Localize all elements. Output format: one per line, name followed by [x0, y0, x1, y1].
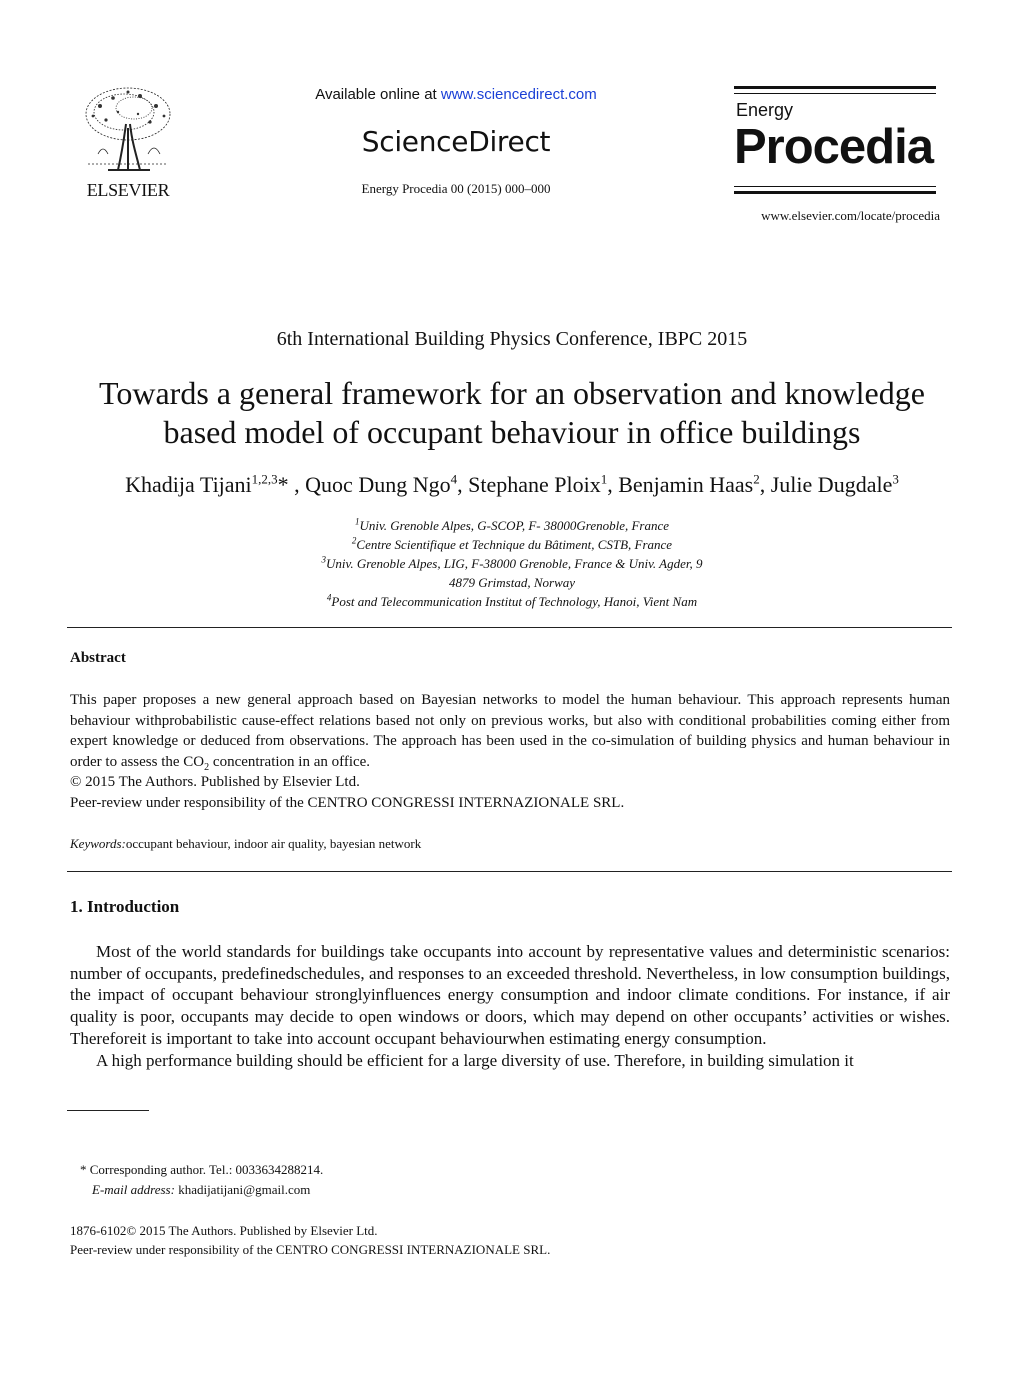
corresponding-author: * Corresponding author. Tel.: 0033634288214.: [80, 1162, 324, 1177]
email-label: E-mail address:: [92, 1182, 175, 1197]
author-sep: ,: [607, 472, 613, 497]
affiliation: [150, 592, 874, 611]
affiliations: [150, 516, 874, 611]
abstract-text: This paper proposes a new general approach based on Bayesian networks to model the human behaviour. This approach represents human behaviour withprobabilistic cause-effect relations based not only on previous works, but also with conditional probabilities coming either from expert knowledge or deduced from observations. The approach has been used in the co-simulation of building physics and human behaviour in order to assess the $CO_2$ concentration in an office.: [70, 692, 950, 773]
author-name: Stephane Ploix: [468, 472, 601, 497]
elsevier-logo: [78, 84, 178, 202]
brand-rule-top: [734, 86, 936, 89]
affiliation-num: 1: [354, 516, 360, 527]
section-heading: 1. Introduction: [70, 897, 180, 916]
footer-peer-review: Peer-review under responsibility of the CENTRO CONGRESSI INTERNAZIONALE SRL.: [70, 1242, 551, 1257]
author-name: Benjamin Haas: [618, 472, 754, 497]
affiliation: [150, 573, 874, 592]
publisher-name: ELSEVIER: [86, 180, 170, 200]
abstract-copyright: © 2015 The Authors. Published by Elsevier Ltd.: [70, 774, 360, 790]
affiliation-text: Univ. Grenoble Alpes, G-SCOP, F- 38000Grenoble, France: [359, 518, 670, 533]
keywords-text: occupant behaviour, indoor air quality, bayesian network: [125, 836, 422, 851]
introduction-body: [70, 941, 950, 1071]
affiliation: [150, 554, 874, 573]
brand-rule-bottom: [734, 191, 936, 194]
keywords-label: Keywords:: [70, 836, 126, 851]
author-sep: ,: [759, 472, 766, 497]
journal-brand: [734, 86, 936, 198]
author-sup: 1: [600, 471, 608, 487]
author-list: [40, 472, 984, 498]
author-sup: 1,2,3: [251, 471, 278, 487]
affiliation: [150, 535, 874, 554]
email-address[interactable]: khadijatijani@gmail.com: [174, 1182, 311, 1197]
subscript: 2: [204, 761, 210, 773]
issn-line: 1876-6102© 2015 The Authors. Published by Elsevier Ltd.: [70, 1223, 378, 1238]
author-sup: 4: [450, 471, 458, 487]
abstract-peer-review: Peer-review under responsibility of the CENTRO CONGRESSI INTERNAZIONALE SRL.: [70, 794, 625, 811]
abstract-heading: Abstract: [70, 650, 126, 666]
author-sep: ,: [457, 472, 463, 497]
affiliation-text: Univ. Grenoble Alpes, LIG, F-38000 Grenoble, France & Univ. Agder, 9: [326, 556, 703, 571]
availability-prefix: Available online at: [315, 86, 441, 103]
affiliation-num: 3: [321, 554, 327, 565]
divider: [67, 871, 952, 872]
author-sup: 2: [753, 471, 760, 487]
affiliation: [150, 516, 874, 535]
platform-name: ScienceDirect: [361, 125, 551, 158]
availability-line: [250, 86, 662, 103]
conference-name: 6th International Building Physics Conference, IBPC 2015: [276, 328, 748, 350]
brand-rule-bottom-thin: [734, 186, 936, 187]
affiliation-text: Centre Scientifique et Technique du Bâtiment, CSTB, France: [356, 537, 673, 552]
keywords: [70, 836, 950, 852]
email-line: [80, 1180, 323, 1200]
elsevier-tree-icon: [78, 84, 178, 176]
affiliation-text: 4879 Grimstad, Norway: [448, 575, 576, 590]
divider: [67, 627, 952, 628]
affiliation-num: 2: [351, 535, 357, 546]
journal-issue: Energy Procedia 00 (2015) 000–000: [361, 181, 551, 196]
paragraph: Most of the world standards for buildings take occupants into account by representative values and deterministic scenarios: number of occupants, predefinedschedules, and responses to an exceeded threshold. Nevertheless, in low consumption buildings, the impact of occupant behaviour stronglyinfluences energy consumption and indoor climate conditions. For instance, if air quality is poor, occupants may decide to open windows or doors, which may depend on other occupants’ activities or wishes. Thereforeit is important to take into account occupant behaviourwhen estimating energy consumption.: [70, 942, 950, 1048]
affiliation-num: 4: [326, 592, 332, 603]
abstract-body: [70, 690, 950, 813]
author-name: Quoc Dung Ngo: [305, 472, 451, 497]
paragraph: A high performance building should be efficient for a large diversity of use. Therefore, in building simulation it: [96, 1050, 854, 1070]
brand-energy: Energy: [736, 100, 794, 120]
brand-procedia: Procedia: [734, 120, 933, 174]
author-name: Julie Dugdale: [770, 472, 893, 497]
author-sep: * ,: [277, 472, 300, 497]
brand-rule-top-thin: [734, 93, 936, 94]
paper-title: Towards a general framework for an observation and knowledge based model of occupant behaviour in office buildings: [99, 375, 925, 450]
footnote: [80, 1160, 323, 1200]
sciencedirect-link[interactable]: www.sciencedirect.com: [440, 86, 597, 103]
author-sup: 3: [892, 471, 899, 487]
author-name: Khadija Tijani: [125, 472, 252, 497]
page-footer: [70, 1221, 550, 1259]
footnote-rule: [67, 1110, 149, 1111]
affiliation-text: Post and Telecommunication Institut of Technology, Hanoi, Vient Nam: [331, 594, 698, 609]
locate-url[interactable]: www.elsevier.com/locate/procedia: [761, 208, 940, 223]
